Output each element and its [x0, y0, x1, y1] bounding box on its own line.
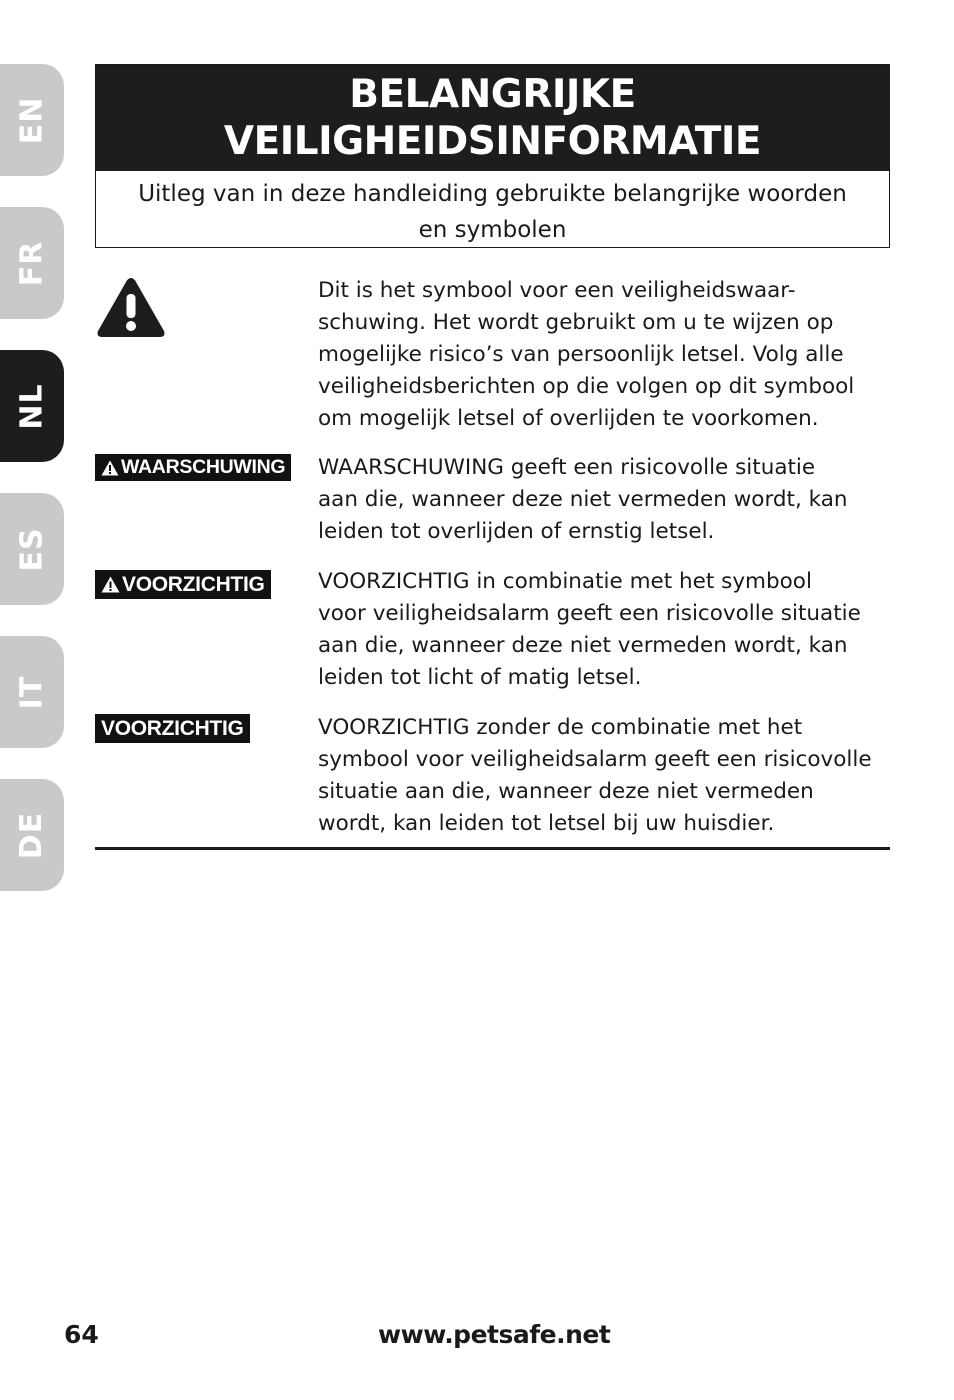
language-tab-nl[interactable] — [0, 350, 64, 462]
page-title-line: BELANGRIJKE — [349, 72, 636, 117]
language-tab-label: NL — [14, 382, 50, 430]
language-tab-it[interactable] — [0, 636, 64, 748]
page-title — [96, 65, 889, 171]
warning-triangle-icon — [101, 460, 119, 476]
caution-signal-badge — [95, 570, 271, 599]
language-tab-fr[interactable] — [0, 207, 64, 319]
definition-row-safety-symbol — [95, 275, 890, 435]
definition-line: wordt, kan leiden tot letsel bij uw huisdier. — [318, 811, 775, 836]
warning-signal-badge — [95, 454, 291, 481]
definition-line: mogelijke risico’s van persoonlijk letsel. Volg alle — [318, 342, 844, 367]
definition-row-caution-with-symbol — [95, 566, 890, 696]
section-divider — [95, 847, 890, 850]
definition-line: situatie aan die, wanneer deze niet vermeden — [318, 779, 814, 804]
definition-line: voor veiligheidsalarm geeft een risicovolle situatie — [318, 601, 861, 626]
warning-triangle-icon — [95, 275, 167, 344]
definition-line: schuwing. Het wordt gebruikt om u te wijzen op — [318, 310, 834, 335]
language-tab-label: IT — [14, 675, 50, 709]
definition-line: WAARSCHUWING geeft een risicovolle situatie — [318, 455, 816, 480]
definition-line: leiden tot overlijden of ernstig letsel. — [318, 519, 715, 544]
definition-line: leiden tot licht of matig letsel. — [318, 665, 642, 690]
definition-line: Dit is het symbool voor een veiligheidswaar- — [318, 278, 796, 303]
warning-triangle-icon — [101, 576, 120, 593]
language-tab-es[interactable] — [0, 493, 64, 605]
definition-line: VOORZICHTIG zonder de combinatie met het — [318, 715, 803, 740]
definition-line: veiligheidsberichten op die volgen op dit symbool — [318, 374, 855, 399]
definition-text — [318, 452, 890, 548]
language-tab-de[interactable] — [0, 779, 64, 891]
page-subtitle-line: Uitleg van in deze handleiding gebruikte belangrijke woorden — [138, 181, 847, 207]
badge-label: VOORZICHTIG — [101, 716, 244, 740]
page-number: 64 — [64, 1320, 99, 1349]
definition-line: symbool voor veiligheidsalarm geeft een risicovolle — [318, 747, 872, 772]
definition-row-warning — [95, 452, 890, 552]
language-tab-en[interactable] — [0, 64, 64, 176]
definition-line: VOORZICHTIG in combinatie met het symbool — [318, 569, 812, 594]
definition-text — [318, 566, 890, 694]
safety-header — [95, 64, 890, 248]
language-tab-label: ES — [14, 526, 50, 572]
caution-signal-badge — [95, 714, 250, 743]
page-subtitle — [96, 171, 889, 248]
language-tab-label: DE — [14, 811, 50, 859]
definition-line: aan die, wanneer deze niet vermeden wordt, kan — [318, 633, 848, 658]
definition-line: om mogelijk letsel of overlijden te voorkomen. — [318, 406, 819, 431]
language-tab-label: FR — [14, 240, 50, 286]
page-subtitle-line: en symbolen — [418, 217, 567, 243]
website-link[interactable]: www.petsafe.net — [378, 1320, 611, 1349]
definition-text — [318, 275, 890, 435]
page-title-line: VEILIGHEIDSINFORMATIE — [223, 119, 762, 164]
badge-label: VOORZICHTIG — [122, 572, 265, 596]
definition-text — [318, 712, 890, 840]
badge-label: WAARSCHUWING — [121, 456, 286, 478]
language-tab-label: EN — [14, 96, 50, 144]
definition-row-caution-no-symbol — [95, 712, 890, 842]
definition-line: aan die, wanneer deze niet vermeden wordt, kan — [318, 487, 848, 512]
